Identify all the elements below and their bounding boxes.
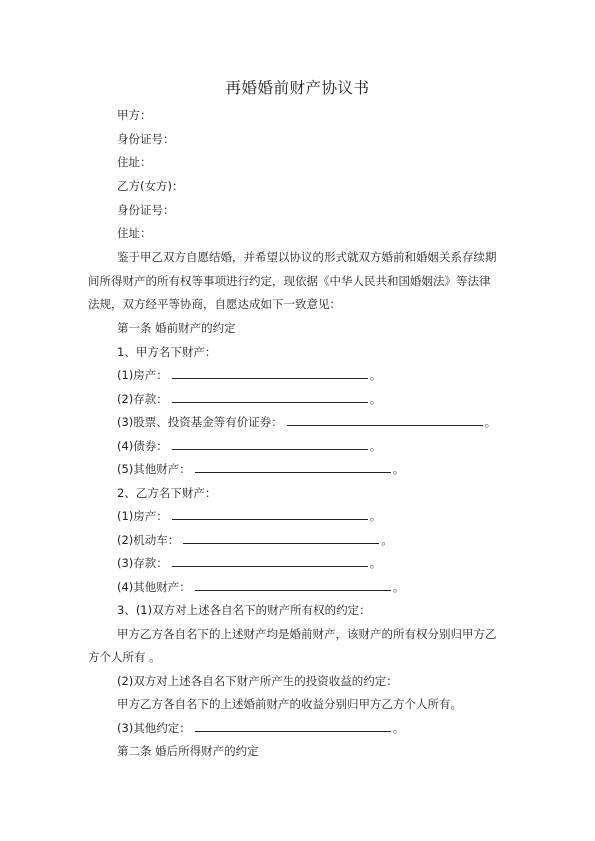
- party-b-id-label: 身份证号：: [117, 203, 175, 217]
- party-a-id-label: 身份证号：: [117, 132, 175, 146]
- party-a-asset-item: [117, 462, 404, 476]
- ownership-agreement-heading: 3、(1)双方对上述各自名下的财产所有权的约定：: [117, 603, 371, 617]
- fill-blank: [195, 721, 391, 732]
- preamble-line-1: 鉴于甲乙双方自愿结婚，并希望以协议的形式就双方婚前和婚姻关系存续期: [117, 250, 497, 264]
- period: 。: [392, 721, 405, 735]
- period: 。: [392, 580, 405, 594]
- article-2-heading: 第二条 婚后所得财产的约定: [117, 744, 259, 758]
- fill-blank: [172, 509, 368, 520]
- party-b-assets-heading: 2、乙方名下财产：: [117, 486, 217, 500]
- period: 。: [392, 462, 405, 476]
- fill-blank: [172, 556, 368, 567]
- party-b-asset-item: [117, 556, 381, 570]
- period: 。: [381, 533, 393, 547]
- party-b-label: 乙方(女方)：: [117, 179, 184, 193]
- period: 。: [369, 556, 382, 570]
- party-a-asset-item: [117, 368, 381, 382]
- document-title: 再婚婚前财产协议书: [225, 79, 370, 97]
- fill-blank: [172, 439, 368, 450]
- party-a-assets-heading: 1、甲方名下财产：: [117, 345, 217, 359]
- income-agreement-text: 甲方乙方各自名下的上述婚前财产的收益分别归甲方乙方个人所有。: [117, 697, 462, 711]
- fill-blank: [172, 368, 368, 379]
- period: 。: [484, 415, 497, 429]
- item-label: (3)股票、投资基金等有价证券：: [117, 415, 283, 429]
- item-label: (2)存款：: [117, 392, 168, 406]
- item-label: (2)机动车：: [117, 533, 180, 547]
- income-agreement-heading: (2)双方对上述各自名下财产所产生的投资收益的约定：: [117, 674, 398, 688]
- party-b-address-label: 住址：: [117, 226, 152, 240]
- item-label: (5)其他财产：: [117, 462, 191, 476]
- item-label: (4)债券：: [117, 439, 168, 453]
- other-agreement-item: [117, 721, 404, 735]
- fill-blank: [287, 415, 483, 426]
- period: 。: [369, 392, 382, 406]
- party-b-asset-item: [117, 533, 393, 547]
- article-1-heading: 第一条 婚前财产的约定: [117, 321, 236, 335]
- party-a-address-label: 住址：: [117, 155, 152, 169]
- party-b-asset-item: [117, 580, 404, 594]
- period: 。: [369, 368, 382, 382]
- preamble-line-2: 间所得财产的所有权等事项进行约定，现依据《中华人民共和国婚姻法》等法律: [88, 274, 491, 288]
- ownership-text-line-2: 方个人所有 。: [88, 650, 161, 664]
- party-a-asset-item: [117, 392, 381, 406]
- preamble-line-3: 法规，双方经平等协商，自愿达成如下一致意见：: [88, 297, 341, 311]
- item-label: (1)房产：: [117, 368, 168, 382]
- period: 。: [369, 439, 382, 453]
- fill-blank: [183, 533, 379, 544]
- party-a-asset-item: [117, 439, 381, 453]
- fill-blank: [195, 462, 391, 473]
- party-a-label: 甲方：: [117, 108, 152, 122]
- ownership-text-line-1: 甲方乙方各自名下的上述财产均是婚前财产，该财产的所有权分别归甲方乙: [117, 627, 497, 641]
- party-a-asset-item: [117, 415, 496, 429]
- period: 。: [369, 509, 382, 523]
- item-label: (4)其他财产：: [117, 580, 191, 594]
- item-label: (3)存款：: [117, 556, 168, 570]
- fill-blank: [172, 392, 368, 403]
- party-b-asset-item: [117, 509, 381, 523]
- item-label: (1)房产：: [117, 509, 168, 523]
- item-label: (3)其他约定：: [117, 721, 191, 735]
- fill-blank: [195, 580, 391, 591]
